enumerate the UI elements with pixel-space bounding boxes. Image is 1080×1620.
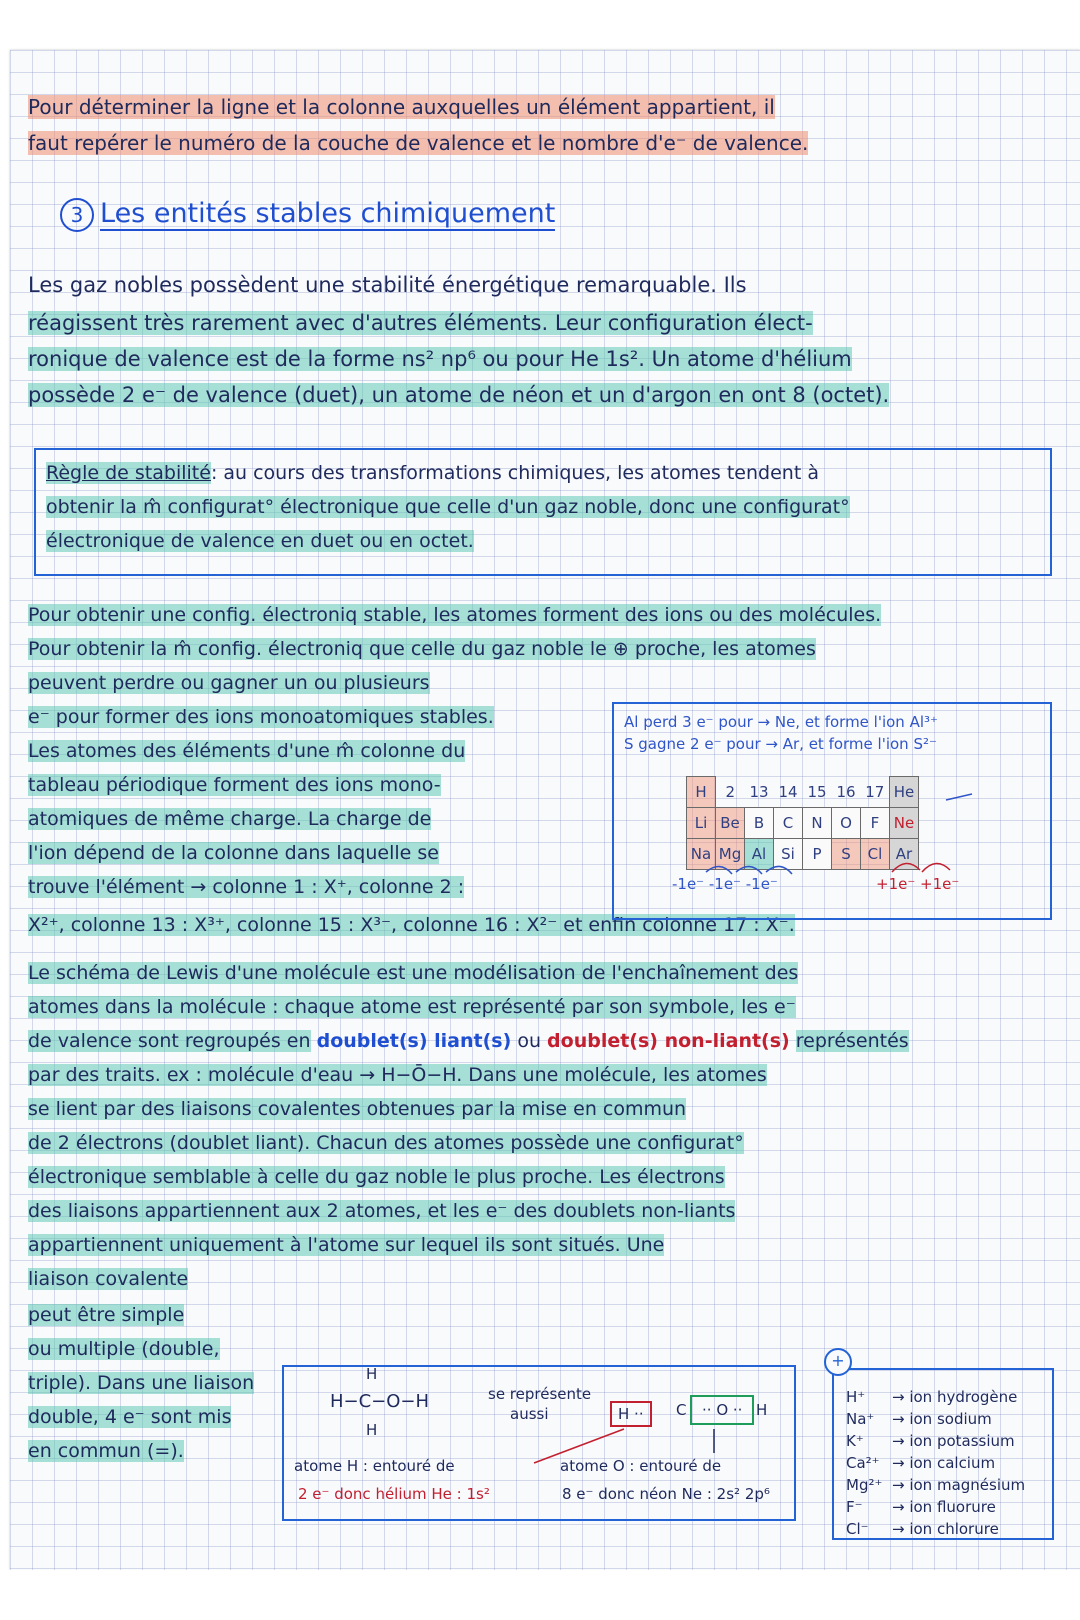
lewis-line-3: de valence sont regroupés en doublet(s) liant(s) ou doublet(s) non-liant(s) représentés [28,1030,909,1052]
atom-h-label-1: atome H : entouré de [294,1457,455,1475]
list-item: Ca²⁺ → ion calcium [846,1454,996,1472]
lewis-line-4: par des traits. ex : molécule d'eau → H−Ō−H. Dans une molécule, les atomes [28,1064,767,1086]
ions-line-10: X²⁺, colonne 13 : X³⁺, colonne 15 : X³⁻, colonne 16 : X²⁻ et enfin colonne 17 : X⁻. [28,914,795,936]
rule-line-3: électronique de valence en duet ou en octet. [46,530,474,552]
covalent-line-4: double, 4 e⁻ sont mis [28,1406,232,1428]
aussi: aussi [510,1405,549,1423]
table-cell: F [861,808,890,839]
electron-gain-label: +1e⁻ +1e⁻ [876,875,960,893]
table-cell: Be [716,808,745,839]
table-cell: 17 [865,782,885,801]
atom-o-label-2: 8 e⁻ donc néon Ne : 2s² 2p⁶ [562,1485,770,1503]
covalent-line-1: peut être simple [28,1304,185,1326]
doublet-non-liant: doublet(s) non-liant(s) [547,1030,790,1052]
section-title-text: Les entités stables chimiquement [100,198,556,229]
ions-line-4: e⁻ pour former des ions monoatomiques stables. [28,706,494,728]
table-cell: S [832,839,861,870]
section-title [60,198,555,232]
table-cell: Li [687,808,716,839]
lewis-line-9: appartiennent uniquement à l'atome sur lequel ils sont situés. Une [28,1234,665,1256]
table-cell: 2 [725,782,736,801]
table-cell: Ne [890,808,919,839]
drawn-c: C [676,1401,687,1419]
table-cell: Ar [890,839,919,870]
bottom-h: H [366,1421,378,1439]
doublet-liant: doublet(s) liant(s) [316,1030,512,1052]
table-cell: Al [745,839,774,870]
rule-label: Règle de stabilité [46,462,211,484]
list-item: H⁺ → ion hydrogène [846,1388,1018,1406]
electron-loss-label: -1e⁻ -1e⁻ -1e⁻ [672,875,778,893]
lewis-line-8: des liaisons appartiennent aux 2 atomes, et les e⁻ des doublets non-liants [28,1200,736,1222]
intro-line-1: Pour déterminer la ligne et la colonne auxquelles un élément appartient, il [28,95,775,119]
methanol-formula: H−C−O−H [330,1391,430,1412]
bottom-margin [0,1570,1080,1620]
top-margin [0,0,1080,50]
lewis-line-2: atomes dans la molécule : chaque atome est représenté par son symbole, les e⁻ [28,996,796,1018]
ions-line-3: peuvent perdre ou gagner un ou plusieurs [28,672,430,694]
table-cell: 14 [778,782,798,801]
s-note: S gagne 2 e⁻ pour → Ar, et forme l'ion S²⁻ [624,735,937,753]
table-cell: Mg [716,839,745,870]
ion-list [834,1386,1025,1540]
table-cell: Si [774,839,803,870]
table-cell: Na [687,839,716,870]
table-cell: O [832,808,861,839]
atom-h-label-2: 2 e⁻ donc hélium He : 1s² [298,1485,490,1503]
lewis-line-1: Le schéma de Lewis d'une molécule est une modélisation de l'enchaînement des [28,962,799,984]
table-cell: 16 [836,782,856,801]
ions-line-8: l'ion dépend de la colonne dans laquelle se [28,842,439,864]
ions-line-6: tableau périodique forment des ions mono- [28,774,441,796]
covalent-line-2: ou multiple (double, [28,1338,220,1360]
table-cell: 13 [749,782,769,801]
section-number: 3 [60,198,94,232]
gaz-nobles-line-4: possède 2 e⁻ de valence (duet), un atome de néon et un d'argon en ont 8 (octet). [28,383,890,407]
rule-line-2: obtenir la m̂ configurat° électronique que celle d'un gaz noble, donc une configurat° [46,496,850,518]
plus-icon: + [824,1348,852,1376]
covalent-line-3: triple). Dans une liaison [28,1372,255,1394]
ion-formation-box [612,702,1052,920]
table-cell: H [687,777,716,808]
ions-line-9: trouve l'élément → colonne 1 : X⁺, colonne 2 : [28,876,465,898]
list-item: Cl⁻ → ion chlorure [846,1520,999,1538]
lewis-line-5: se lient par des liaisons covalentes obtenues par la mise en commun [28,1098,687,1120]
ions-line-1: Pour obtenir une config. électroniq stable, les atomes forment des ions ou des molécules. [28,604,882,626]
ions-line-5: Les atomes des éléments d'une m̂ colonne du [28,740,466,762]
gaz-nobles-line-3: ronique de valence est de la forme ns² np⁶ ou pour He 1s². Un atome d'hélium [28,347,852,371]
o-dots-box: ·· O ·· [690,1395,754,1425]
list-item: Mg²⁺ → ion magnésium [846,1476,1026,1494]
electron-arrows [614,704,1054,922]
al-note: Al perd 3 e⁻ pour → Ne, et forme l'ion Al³⁺ [624,713,938,731]
top-h: H [366,1365,378,1383]
methanol-lewis-box [282,1365,796,1521]
table-cell: He [890,777,919,808]
rule-line-1: Règle de stabilité: au cours des transformations chimiques, les atomes tendent à [46,462,819,484]
table-cell: N [803,808,832,839]
table-cell: Cl [861,839,890,870]
stability-rule-box [34,448,1052,576]
intro-line-2: faut repérer le numéro de la couche de valence et le nombre d'e⁻ de valence. [28,131,809,155]
ion-names-box [831,1351,1054,1540]
atom-o-label-1: atome O : entouré de [560,1457,722,1475]
arrow-lines [284,1367,798,1523]
ions-line-7: atomiques de même charge. La charge de [28,808,432,830]
se-represente: se représente [488,1385,592,1403]
table-cell: B [745,808,774,839]
drawn-h-right: H [756,1401,768,1419]
gaz-nobles-line-1: Les gaz nobles possèdent une stabilité énergétique remarquable. Ils [28,273,747,297]
lewis-line-7: électronique semblable à celle du gaz noble le plus proche. Les électrons [28,1166,725,1188]
table-cell: C [774,808,803,839]
list-item: K⁺ → ion potassium [846,1432,1015,1450]
ions-line-2: Pour obtenir la m̂ config. électroniq que celle du gaz noble le ⊕ proche, les atomes [28,638,816,660]
lewis-line-6: de 2 électrons (doublet liant). Chacun des atomes possède une configurat° [28,1132,744,1154]
table-cell: 15 [807,782,827,801]
table-cell: P [803,839,832,870]
h-dots-box: H ·· [610,1401,652,1427]
gaz-nobles-line-2: réagissent très rarement avec d'autres éléments. Leur configuration élect- [28,311,813,335]
covalent-line-5: en commun (=). [28,1440,184,1462]
lewis-line-10: liaison covalente [28,1268,189,1290]
list-item: Na⁺ → ion sodium [846,1410,992,1428]
list-item: F⁻ → ion fluorure [846,1498,996,1516]
